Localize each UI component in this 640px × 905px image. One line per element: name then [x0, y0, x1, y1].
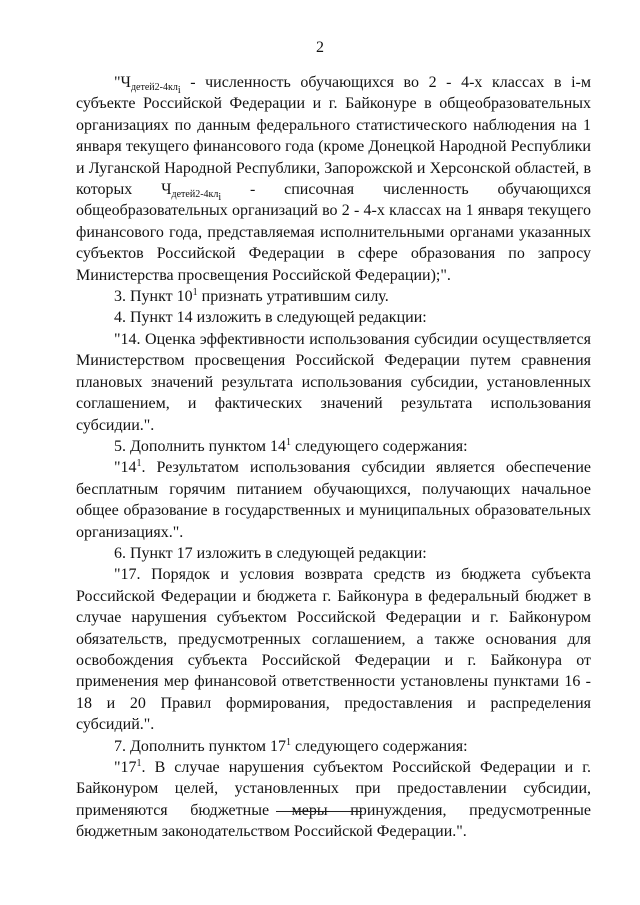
document-body [76, 72, 591, 843]
quote-17-1 [76, 757, 591, 843]
definition-paragraph [76, 72, 591, 286]
item-4: 4. Пункт 14 изложить в следующей редакции: [114, 309, 427, 327]
item-7 [76, 736, 591, 757]
text-fragment: "17 [114, 759, 137, 776]
item-5 [76, 436, 591, 457]
subscript-text: детей2-4кл [130, 82, 178, 93]
text-fragment: признать утратившим силу. [197, 288, 389, 306]
subscript-index: i [218, 192, 222, 204]
superscript: 1 [285, 736, 291, 748]
text-fragment: . Результатом использования субсидии является обеспечение бесплатным горячим питанием обучающихся, получающих начальное общее образование в государственных и муниципальных образовательных организациях.". [76, 459, 591, 541]
text-fragment: - списочная численность обучающихся общеобразовательных организаций во 2 - 4-х классах на 1 января текущего финансового года, представляемая исполнительными органами указанных субъектов Российской Федерации в сфере образования по запросу Министерства просвещения Российской Федерации);". [76, 181, 591, 284]
item-6: 6. Пункт 17 изложить в следующей редакции: [114, 544, 427, 562]
superscript: 1 [136, 458, 142, 470]
text-fragment: 7. Дополнить пунктом 17 [114, 737, 286, 755]
subscript-text: детей2-4кл [171, 189, 219, 201]
text-fragment: - численность обучающихся во 2 - 4-х классах в i-м субъекте Российской Федерации и г. Байконуре в общеобразовательных организациях по данным федерального статистического наблюдения на 1 января текущего финансового года (кроме Донецкой Народной Республики и Луганской Народной Республики, Запорожской и Херсонской областей, в которых Ч [76, 74, 591, 199]
text-fragment: "Ч [114, 74, 131, 91]
text-fragment: . В случае нарушения субъектом Российской Федерации и г. Байконуром целей, установленных при предоставлении субсидии, применяются бюджетные меры принуждения, предусмотренные бюджетным законодательством Российской Федерации.". [76, 759, 591, 841]
text-fragment: следующего содержания: [290, 737, 468, 755]
superscript: 1 [192, 287, 198, 299]
quote-17: "17. Порядок и условия возврата средств из бюджета субъекта Российской Федерации и бюджета г. Байконура в федеральный бюджет в случае нарушения субъектом Российской Федерации и г. Байконуром обязательств, предусмотренных соглашением, а также основания для освобождения субъекта Российской Федерации и г. Байконура от применения мер финансовой ответственности установлены пунктами 16 - 18 и 20 Правил формирования, предоставления и распределения субсидий.". [76, 566, 591, 734]
text-fragment: 3. Пункт 10 [114, 288, 193, 306]
subscript [130, 82, 181, 96]
superscript: 1 [285, 436, 291, 448]
page-number: 2 [316, 39, 324, 56]
subscript-index: i [177, 85, 181, 96]
text-fragment: 5. Дополнить пунктом 14 [114, 437, 286, 455]
item-3 [76, 286, 591, 307]
text-fragment: следующего содержания: [290, 437, 468, 455]
end-rule [276, 811, 362, 812]
quote-14: "14. Оценка эффективности использования субсидии осуществляется Министерством просвещения Российской Федерации путем сравнения плановых значений результата использования субсидии, установленных соглашением, и фактических значений результата использования субсидии.". [76, 330, 591, 434]
text-fragment: "14 [114, 459, 137, 477]
subscript [171, 189, 222, 204]
quote-14-1 [76, 457, 591, 543]
superscript: 1 [136, 758, 142, 769]
